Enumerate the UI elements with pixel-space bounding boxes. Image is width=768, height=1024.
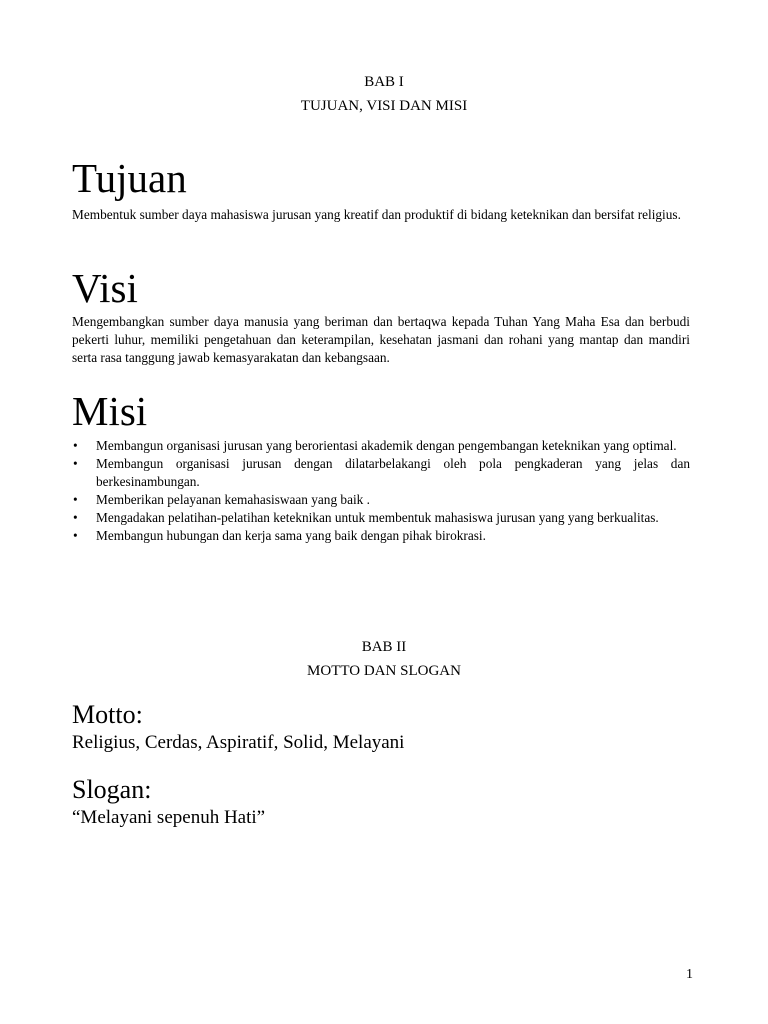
slogan-text: “Melayani sepenuh Hati” [72, 807, 266, 828]
chapter-2-header [0, 635, 768, 683]
misi-heading: Misi [72, 388, 148, 434]
misi-item-text: Membangun organisasi jurusan dengan dilatarbelakangi oleh pola pengkaderan yang jelas dan berkesinambungan. [96, 456, 690, 489]
misi-item-text: Membangun organisasi jurusan yang berorientasi akademik dengan pengembangan keteknikan yang optimal. [96, 438, 677, 453]
chapter-2-label: BAB II [361, 639, 407, 655]
chapter-2-title: MOTTO DAN SLOGAN [307, 663, 461, 679]
visi-text: Mengembangkan sumber daya manusia yang beriman dan bertaqwa kepada Tuhan Yang Maha Esa dan berbudi pekerti luhur, memiliki pengetahuan dan keterampilan, kesehatan jasmani dan rohani yang mantap dan mandiri serta rasa tanggung jawab kemasyarakatan dan kebangsaan. [72, 314, 690, 365]
chapter-1-title: TUJUAN, VISI DAN MISI [300, 98, 468, 114]
misi-item [72, 491, 690, 509]
misi-item-text: Mengadakan pelatihan-pelatihan keteknikan untuk membentuk mahasiswa jurusan yang yang berkualitas. [96, 510, 659, 525]
misi-item [72, 509, 690, 527]
bullet-icon: • [73, 438, 78, 453]
visi-heading: Visi [72, 265, 138, 311]
bullet-icon: • [73, 528, 78, 543]
chapter-1-label: BAB I [364, 74, 404, 90]
misi-item [72, 527, 690, 545]
misi-item [72, 437, 690, 455]
misi-item [72, 455, 690, 491]
misi-item-text: Memberikan pelayanan kemahasiswaan yang baik . [96, 492, 370, 507]
tujuan-heading: Tujuan [72, 155, 187, 201]
misi-item-text: Membangun hubungan dan kerja sama yang baik dengan pihak birokrasi. [96, 528, 486, 543]
chapter-1-header [0, 70, 768, 118]
page-number: 1 [686, 967, 693, 982]
slogan-heading: Slogan: [72, 775, 152, 804]
motto-text: Religius, Cerdas, Aspiratif, Solid, Melayani [72, 732, 405, 753]
motto-heading: Motto: [72, 700, 143, 729]
bullet-icon: • [73, 492, 78, 507]
tujuan-text: Membentuk sumber daya mahasiswa jurusan yang kreatif dan produktif di bidang keteknikan dan bersifat religius. [72, 207, 681, 222]
bullet-icon: • [73, 510, 78, 525]
bullet-icon: • [73, 456, 78, 471]
misi-list [72, 437, 690, 545]
